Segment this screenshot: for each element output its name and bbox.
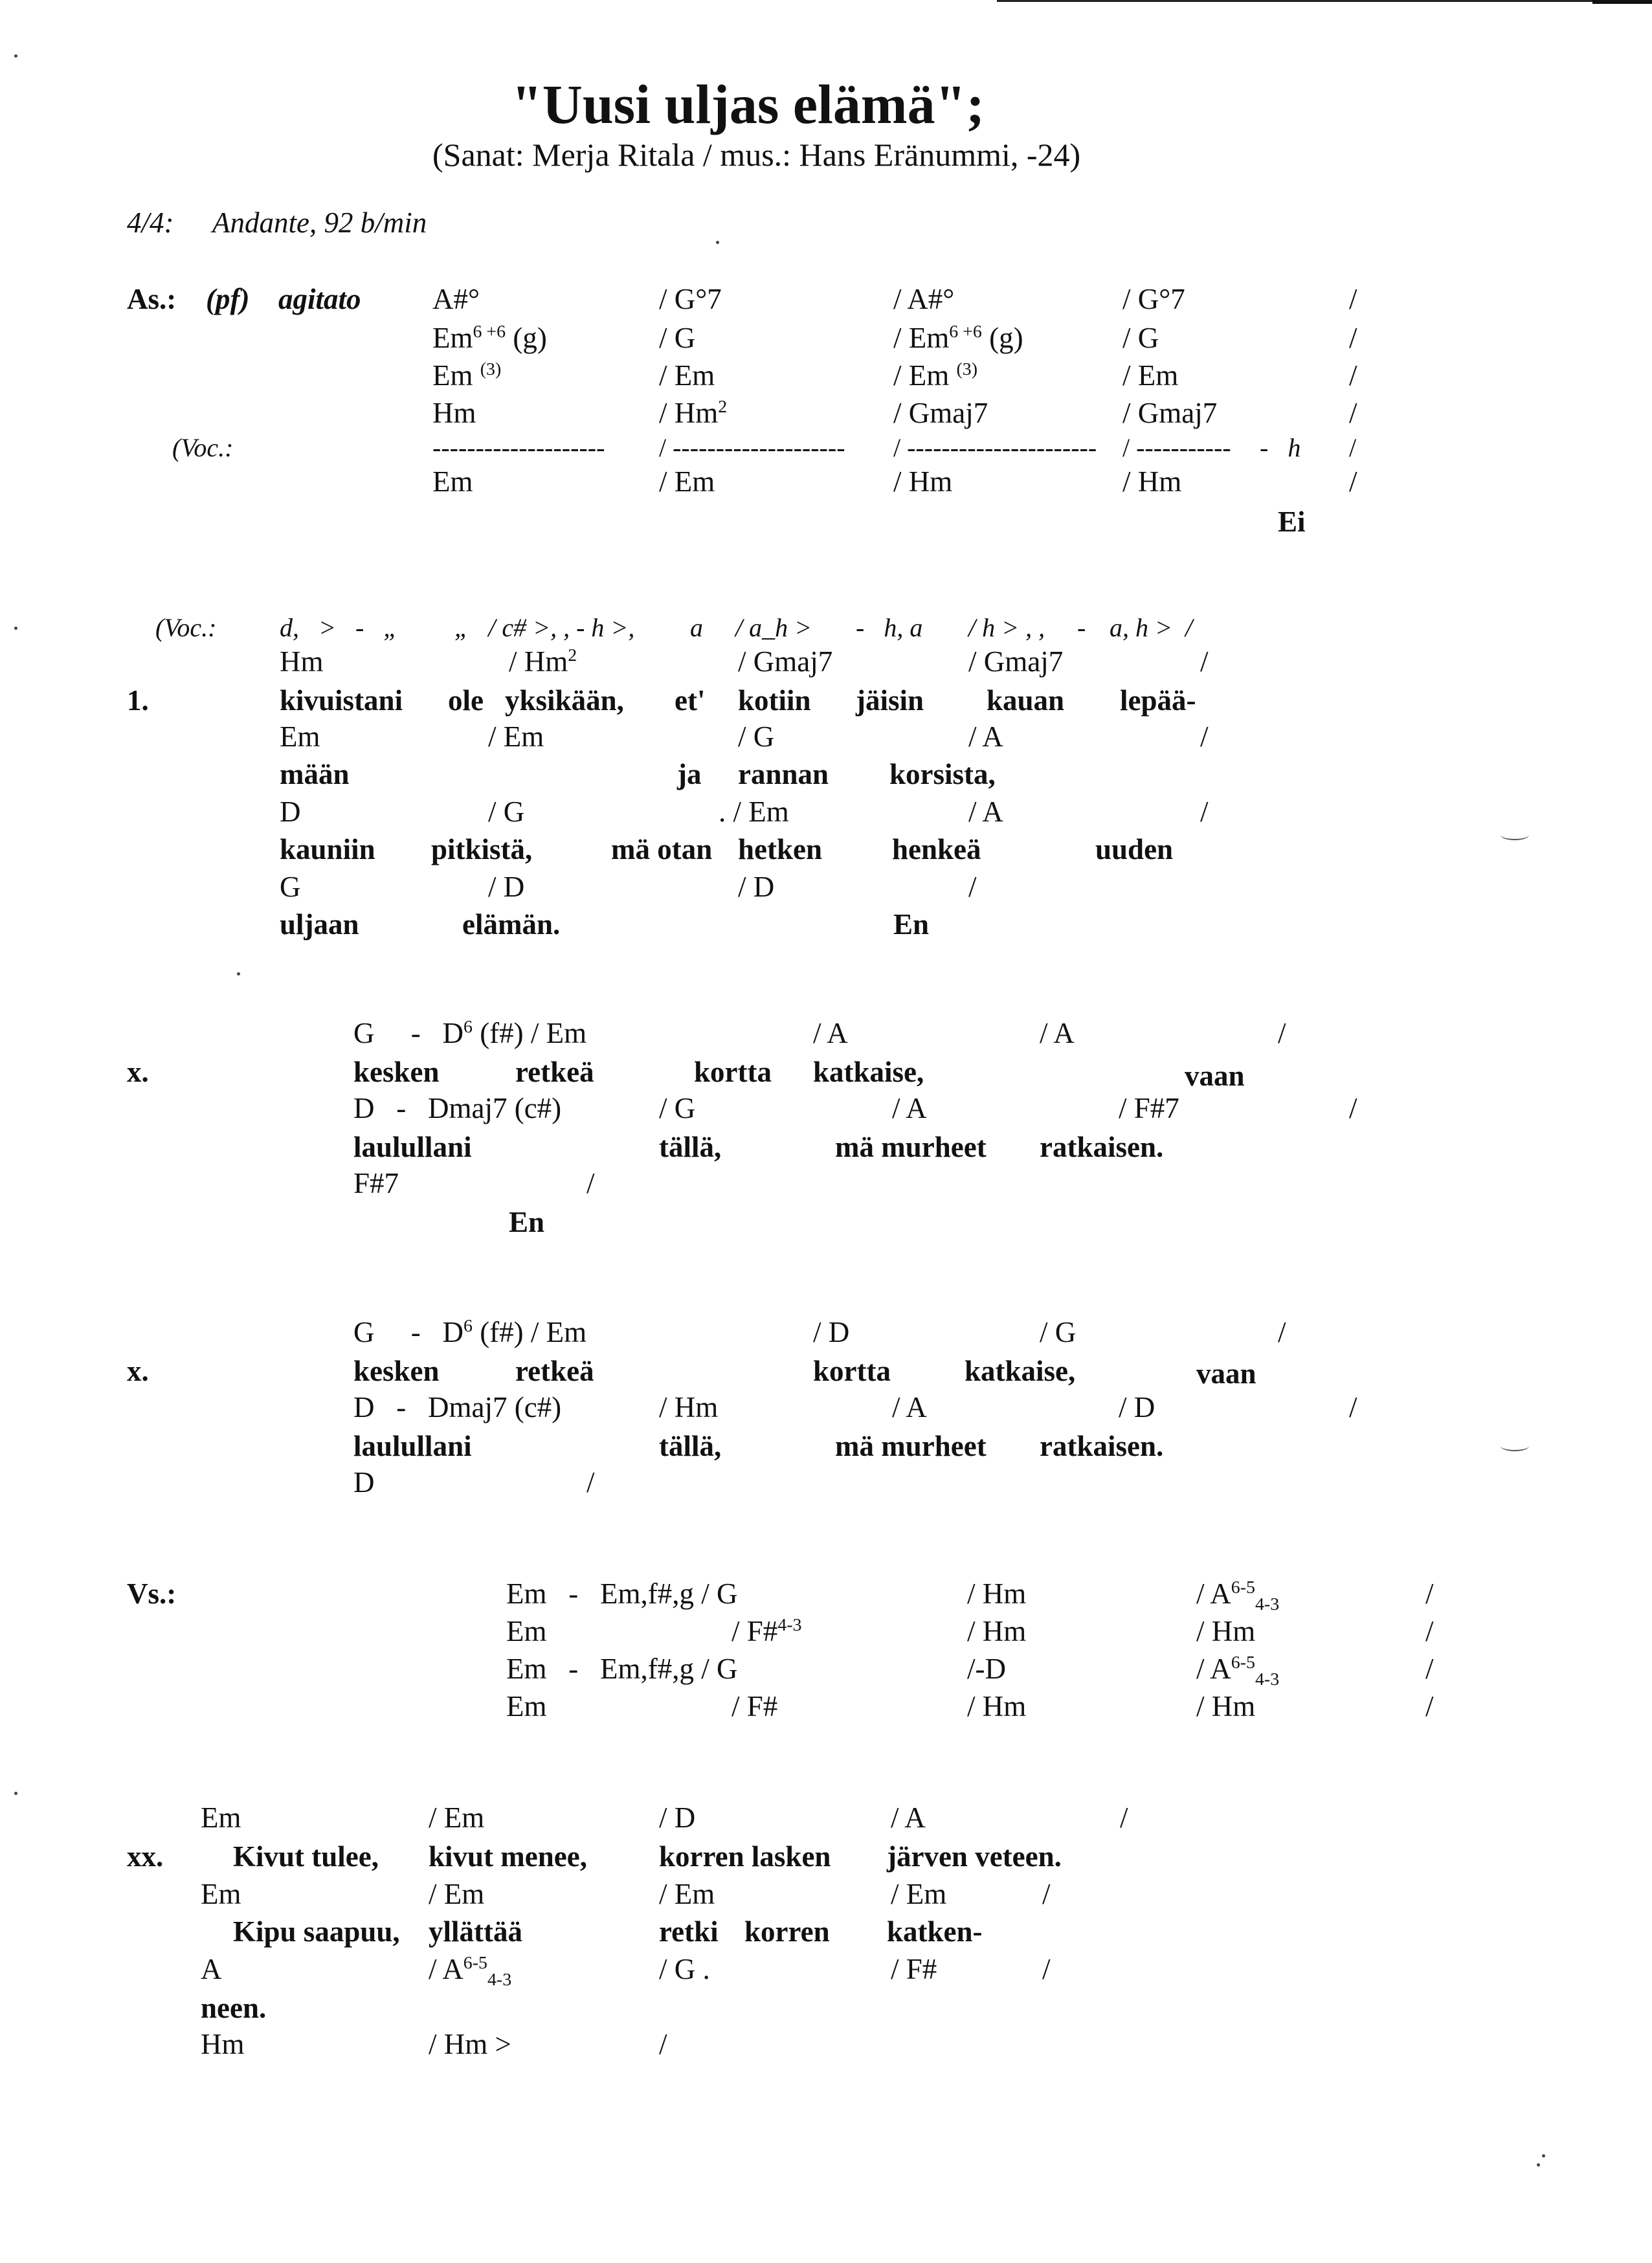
scan-speck — [716, 241, 719, 244]
voice-notes: a, h > / — [1110, 613, 1193, 642]
chord: / Gmaj7 — [893, 397, 988, 429]
chord: D — [280, 796, 301, 828]
chord: / G — [738, 720, 775, 753]
lyric: laulullani — [353, 1430, 472, 1462]
chord: $Em^{6 +6}$ (g) — [432, 322, 547, 354]
lyric: mään — [280, 758, 350, 790]
chord: / G . — [659, 1953, 710, 1985]
barline: / — [586, 1167, 595, 1199]
chord: / Hm — [1122, 465, 1182, 498]
barline: / — [659, 2028, 667, 2060]
refrain-label: x. — [127, 1056, 149, 1088]
barline: / — [1425, 1577, 1434, 1610]
refrain-label: x. — [127, 1355, 149, 1387]
lyric: uuden — [1095, 833, 1174, 865]
chord: / Hm — [1196, 1690, 1256, 1722]
tempo-marking: Andante, 92 b/min — [212, 206, 427, 239]
chord: A — [201, 1953, 222, 1985]
rest-dashes: / ----------- — [1122, 433, 1231, 462]
chord: /-D — [967, 1653, 1006, 1685]
barline: / — [586, 1466, 595, 1499]
chord: / A — [813, 1017, 848, 1049]
chord: / $Em^{6 +6}$ (g) — [893, 322, 1023, 354]
chord: / D — [1119, 1391, 1155, 1423]
barline: / — [1042, 1953, 1051, 1985]
lyric: kortta — [813, 1355, 891, 1387]
lyric: ja — [677, 758, 702, 790]
lyric: tällä, — [659, 1430, 722, 1462]
barline: / — [1200, 720, 1209, 753]
meter: 4/4: — [127, 206, 174, 239]
lyric: yksikään, — [505, 684, 624, 717]
barline: / — [1042, 1878, 1051, 1910]
chord: Em — [506, 1615, 547, 1647]
chord: Em — [201, 1801, 241, 1834]
chord: / F#7 — [1119, 1092, 1179, 1124]
rest-dashes: / ---------------------- — [893, 433, 1097, 462]
scan-speck — [237, 972, 240, 975]
chord: / Hm > — [429, 2028, 511, 2060]
rest-dashes: -------------------- — [432, 433, 605, 462]
barline: / — [1349, 1092, 1357, 1124]
lyric: mä otan — [611, 833, 713, 865]
chord: / Hm — [659, 1391, 719, 1423]
lyric: retkeä — [515, 1355, 594, 1387]
chord: / Hm — [967, 1690, 1027, 1722]
chord: / A — [892, 1092, 927, 1124]
margin-mark — [1501, 1441, 1529, 1451]
chord: / Em — [429, 1801, 485, 1834]
page-title: "Uusi uljas elämä"; — [511, 73, 985, 135]
intro-expression: agitato — [278, 283, 361, 315]
lyric: kotiin — [738, 684, 811, 717]
lyric: mä murheet — [835, 1131, 987, 1163]
voice-notes: / a_h > — [735, 613, 812, 642]
barline: / — [1349, 1391, 1357, 1423]
chord: / $A^{6-5}_{4-3}$ — [429, 1953, 512, 1990]
chord: / G — [1122, 322, 1159, 354]
chord: Em $^{(3)}$ — [432, 359, 502, 392]
bridge-label: xx. — [127, 1840, 164, 1873]
chord: / G°7 — [1122, 283, 1185, 315]
chord: / Em — [1122, 359, 1179, 392]
chord: G - $D^6$ (f#) / Em — [353, 1017, 587, 1049]
lyric: ole — [448, 684, 484, 717]
lyric: katkaise, — [965, 1355, 1076, 1387]
lyric: laulullani — [353, 1131, 472, 1163]
chord: / G — [659, 1092, 696, 1124]
chord: / F# — [731, 1690, 778, 1722]
chord: Em — [506, 1690, 547, 1722]
chord: Hm — [280, 645, 324, 678]
chord: D - Dmaj7 (c#) — [353, 1092, 562, 1124]
chord: / Hm — [967, 1577, 1027, 1610]
voice-notes: / h > , , — [968, 613, 1045, 642]
chord: / Em — [429, 1878, 485, 1910]
scan-speck — [1542, 2154, 1545, 2157]
chord: / Hm — [967, 1615, 1027, 1647]
barline: / — [1200, 645, 1209, 678]
voice-notes: - h, a — [856, 613, 923, 642]
voice-notes: d, > - „ — [280, 613, 398, 642]
scan-speck — [1537, 2163, 1540, 2167]
lyric: Kivut tulee, — [233, 1840, 379, 1873]
chord: / Gmaj7 — [1122, 397, 1218, 429]
scan-edge-mark — [1592, 0, 1652, 4]
chord: / Em — [659, 465, 715, 498]
barline: / — [1349, 359, 1357, 392]
chord: Em — [201, 1878, 241, 1910]
chord: / A — [891, 1801, 926, 1834]
chord: / Em — [488, 720, 544, 753]
pickup-note: - h — [1260, 433, 1301, 462]
page-subtitle: (Sanat: Merja Ritala / mus.: Hans Eränummi, -24) — [432, 137, 1081, 173]
lyric: järven veteen. — [887, 1840, 1062, 1873]
barline: / — [1278, 1017, 1286, 1049]
intro-label: As.: — [127, 283, 177, 315]
barline: / — [968, 871, 977, 903]
chord: / G — [1040, 1316, 1077, 1348]
lyric: neen. — [201, 1992, 267, 2024]
chord: / A — [892, 1391, 927, 1423]
lyric: Kipu saapuu, — [233, 1915, 400, 1948]
barline: / — [1200, 796, 1209, 828]
interlude-label: Vs.: — [127, 1577, 177, 1610]
scan-edge-line — [997, 0, 1652, 2]
chord: / A — [968, 720, 1003, 753]
lyric: retki — [659, 1915, 719, 1948]
barline: / — [1425, 1615, 1434, 1647]
lyric: ratkaisen. — [1040, 1430, 1164, 1462]
lyric: korren — [744, 1915, 830, 1948]
lyric: korsista, — [889, 758, 996, 790]
barline: / — [1425, 1690, 1434, 1722]
chord: Em - Em,f#,g / G — [506, 1653, 738, 1685]
lyric: ratkaisen. — [1040, 1131, 1164, 1163]
lyric: henkeä — [892, 833, 981, 865]
chord: / G — [659, 322, 696, 354]
barline: / — [1349, 322, 1357, 354]
lyric: yllättää — [429, 1915, 522, 1948]
chord: Hm — [201, 2028, 245, 2060]
chord: G - $D^6$ (f#) / Em — [353, 1316, 587, 1348]
chord: / Hm$^2$ — [509, 645, 577, 678]
chord: G — [280, 871, 301, 903]
lyric: En — [509, 1206, 545, 1238]
barline: / — [1349, 433, 1357, 462]
lyric: rannan — [738, 758, 829, 790]
lyric: jäisin — [856, 684, 924, 717]
barline: / — [1349, 397, 1357, 429]
lyric: kesken — [353, 1056, 440, 1088]
chord: / Em — [659, 1878, 715, 1910]
chord: / Em $^{(3)}$ — [893, 359, 978, 392]
lyric: et' — [675, 684, 706, 717]
chord: Em — [280, 720, 320, 753]
chord: / A — [968, 796, 1003, 828]
lyric: vaan — [1185, 1060, 1245, 1092]
margin-mark — [1501, 830, 1529, 840]
lyric: kivuistani — [280, 684, 403, 717]
lyric: kesken — [353, 1355, 440, 1387]
lyric: En — [893, 908, 930, 941]
voice-notes: - — [1077, 613, 1086, 642]
chord: / Hm$^2$ — [659, 397, 728, 429]
lyric: hetken — [738, 833, 823, 865]
voice-label: (Voc.: — [172, 433, 234, 462]
voice-label: (Voc.: — [155, 613, 217, 642]
chord: D - Dmaj7 (c#) — [353, 1391, 562, 1423]
scan-speck — [14, 627, 17, 630]
lyric: elämän. — [462, 908, 561, 941]
barline: / — [1278, 1316, 1286, 1348]
lyric: mä murheet — [835, 1430, 987, 1462]
lyric: retkeä — [515, 1056, 594, 1088]
scan-speck — [14, 1792, 17, 1795]
lyric: tällä, — [659, 1131, 722, 1163]
lyric: korren lasken — [659, 1840, 831, 1873]
chord: / D — [738, 871, 775, 903]
chord: / F#$^{4-3}$ — [731, 1615, 802, 1647]
lyric: katken- — [887, 1915, 983, 1948]
chord: / G°7 — [659, 283, 722, 315]
chord: Em - Em,f#,g / G — [506, 1577, 738, 1610]
chord: / D — [488, 871, 525, 903]
chord: / D — [659, 1801, 696, 1834]
chord: / G — [488, 796, 525, 828]
chord: / A — [1040, 1017, 1075, 1049]
barline: / — [1120, 1801, 1128, 1834]
intro-instrument: (pf) — [206, 283, 250, 315]
chord: / F# — [891, 1953, 937, 1985]
rest-dashes: / -------------------- — [659, 433, 845, 462]
barline: / — [1349, 465, 1357, 498]
chord: / Hm — [893, 465, 953, 498]
chord: / $A^{6-5}_{4-3}$ — [1196, 1653, 1280, 1689]
chord: D — [353, 1466, 375, 1499]
chord: / Em — [659, 359, 715, 392]
chord: / A#° — [893, 283, 955, 315]
lyric: pitkistä, — [431, 833, 533, 865]
chord: / Em — [891, 1878, 947, 1910]
lyric: kauniin — [280, 833, 375, 865]
barline: / — [1349, 283, 1357, 315]
lyric: kivut menee, — [429, 1840, 587, 1873]
voice-notes: a — [690, 613, 703, 642]
lyric: kauan — [987, 684, 1065, 717]
chord: / Hm — [1196, 1615, 1256, 1647]
chord: F#7 — [353, 1167, 399, 1199]
chord: / Gmaj7 — [968, 645, 1064, 678]
pickup-lyric: Ei — [1278, 506, 1306, 538]
chord: Hm — [432, 397, 476, 429]
scan-speck — [14, 54, 17, 58]
chord: Em — [432, 465, 473, 498]
chord: / D — [813, 1316, 850, 1348]
lyric: kortta — [694, 1056, 772, 1088]
chord: A#° — [432, 283, 480, 315]
lyric: lepää- — [1120, 684, 1196, 717]
lyric: uljaan — [280, 908, 359, 941]
barline: / — [1425, 1653, 1434, 1685]
chord: / $A^{6-5}_{4-3}$ — [1196, 1577, 1280, 1614]
lyric: vaan — [1196, 1357, 1256, 1390]
chord: . / Em — [719, 796, 789, 828]
lyric: katkaise, — [813, 1056, 924, 1088]
chord: / Gmaj7 — [738, 645, 833, 678]
verse-number: 1. — [127, 684, 149, 717]
voice-notes: „ / c# >, , - h >, — [454, 613, 635, 642]
